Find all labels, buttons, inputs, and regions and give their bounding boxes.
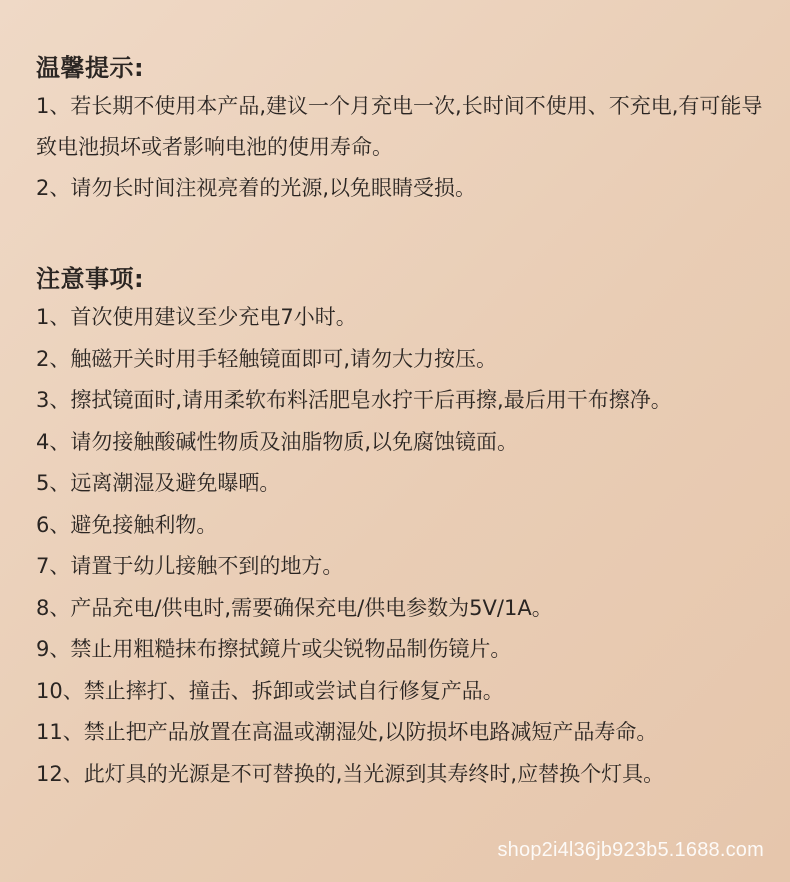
tips-item-2: 2、请勿长时间注视亮着的光源,以免眼睛受损。	[36, 176, 477, 200]
tips-list	[36, 86, 776, 209]
notes-item-10: 10、禁止摔打、撞击、拆卸或尝试自行修复产品。	[36, 678, 504, 703]
notes-item-2: 2、触磁开关时用手轻触镜面即可,请勿大力按压。	[36, 346, 498, 371]
shop-watermark: shop2i4l36jb923b5.1688.com	[497, 839, 764, 861]
notice-document	[36, 50, 776, 795]
tips-item-1: 1、若长期不使用本产品,建议一个月充电一次,长时间不使用、不充电,有可能导致电池损坏或者影响电池的使用寿命。	[36, 94, 763, 159]
notes-item-1: 1、首次使用建议至少充电7小时。	[36, 305, 357, 329]
notes-item-12: 12、此灯具的光源是不可替换的,当光源到其寿终时,应替换个灯具。	[36, 761, 665, 786]
notes-item-9: 9、禁止用粗糙抹布擦拭鏡片或尖锐物品制伤镜片。	[36, 637, 512, 661]
notes-item-5: 5、远离潮湿及避免曝晒。	[36, 471, 281, 495]
notes-item-4: 4、请勿接触酸碱性物质及油脂物质,以免腐蚀镜面。	[36, 429, 519, 454]
notes-item-6: 6、避免接触利物。	[36, 512, 218, 537]
notes-item-7: 7、请置于幼儿接触不到的地方。	[36, 554, 344, 578]
notes-title: 注意事项:	[36, 265, 145, 293]
notes-item-8: 8、产品充电/供电时,需要确保充电/供电参数为5V/1A。	[36, 595, 553, 620]
tips-title: 温馨提示:	[36, 54, 145, 82]
notes-item-11: 11、禁止把产品放置在高温或潮湿处,以防损坏电路减短产品寿命。	[36, 720, 658, 744]
notes-list	[36, 297, 776, 795]
notes-item-3: 3、擦拭镜面时,请用柔软布料活肥皂水拧干后再擦,最后用干布擦净。	[36, 388, 672, 412]
